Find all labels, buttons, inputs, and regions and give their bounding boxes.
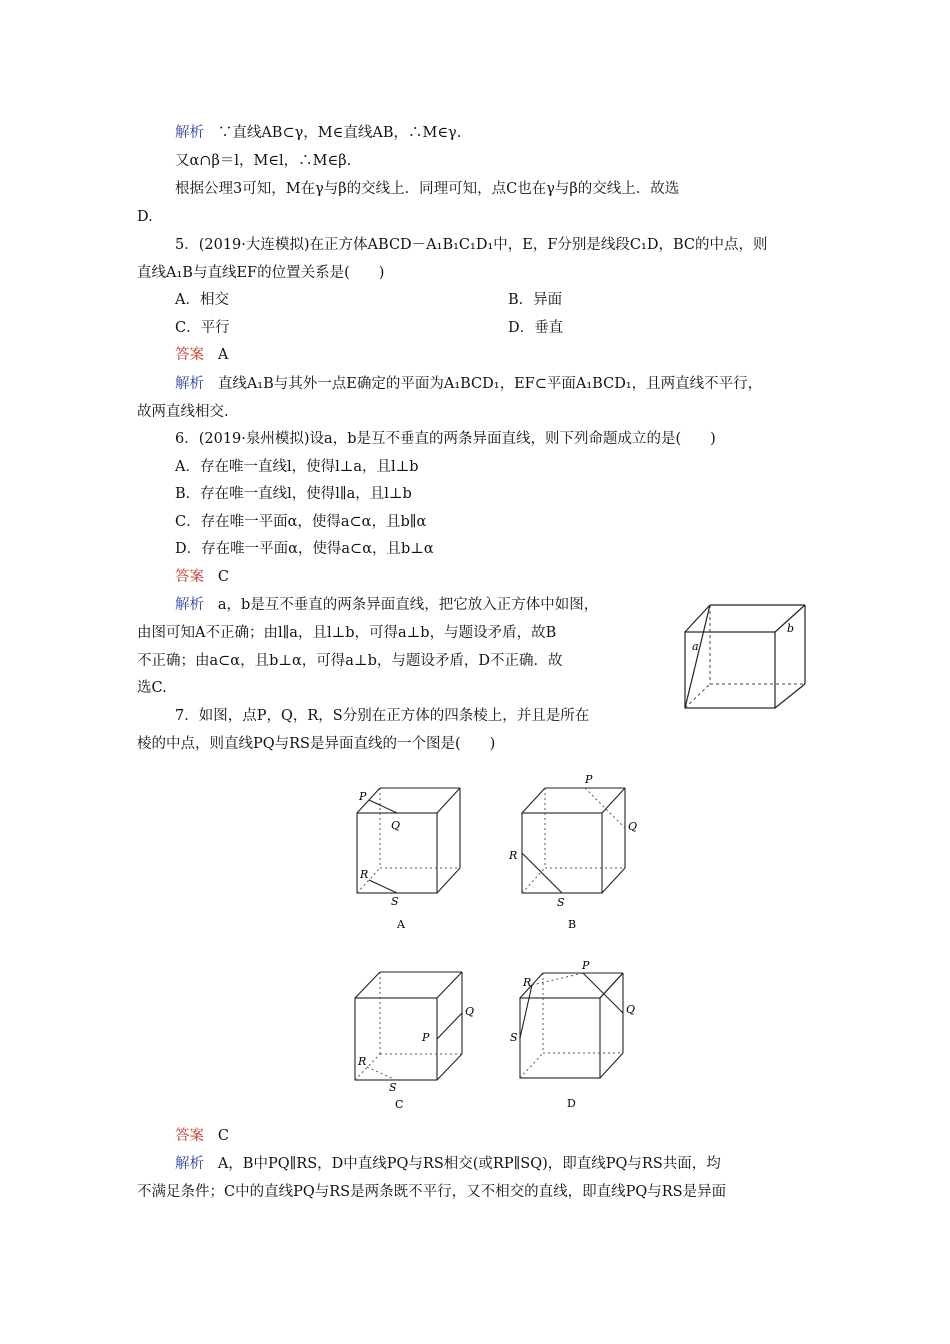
line-a: [685, 605, 710, 708]
q7-stem-1: 7．如图，点P，Q，R，S分别在正方体的四条棱上，并且是所在: [175, 708, 590, 724]
point-s: S: [510, 1031, 518, 1044]
daan-label: 答案: [175, 1128, 204, 1144]
label-a: a: [692, 640, 699, 653]
q7-answer-line: [175, 1126, 229, 1146]
q4-text-1: ∵直线AB⊂γ，M∈直线AB，∴M∈γ.: [217, 125, 462, 141]
q5-option-d: D．垂直: [508, 320, 564, 336]
daan-label: 答案: [175, 569, 204, 585]
q5-stem-1: 5．(2019·大连模拟)在正方体ABCD－A₁B₁C₁D₁中，E，F分别是线段C₁D，BC的中点，则: [175, 237, 768, 253]
q7-answer: C: [217, 1128, 229, 1144]
point-s: S: [389, 1081, 397, 1094]
q5-exp-2: 故两直线相交.: [137, 404, 229, 420]
q6-exp-3: 不正确；由a⊂α，且b⊥α，可得a⊥b，与题设矛盾，D不正确．故: [137, 653, 563, 669]
q6-option-a: A．存在唯一直线l，使得l⊥a，且l⊥b: [175, 459, 419, 475]
q7-figure-d: [505, 958, 650, 1116]
q7-exp-2: 不满足条件；C中的直线PQ与RS是两条既不平行，又不相交的直线，即直线PQ与RS是异面: [137, 1184, 727, 1200]
q6-stem: 6．(2019·泉州模拟)设a，b是互不垂直的两条异面直线，则下列命题成立的是( ): [175, 431, 716, 447]
caption-b: B: [568, 918, 577, 931]
point-q: Q: [391, 819, 401, 832]
q4-text-3: 根据公理3可知，M在γ与β的交线上．同理可知，点C也在γ与β的交线上．故选: [175, 181, 680, 197]
point-r: R: [509, 849, 518, 862]
q6-option-b: B．存在唯一直线l，使得l∥a，且l⊥b: [175, 486, 412, 502]
q7-figure-b: [505, 770, 650, 933]
q6-explanation-line1: [175, 595, 598, 615]
daan-label: 答案: [175, 347, 204, 363]
q7-exp-1: A，B中PQ∥RS，D中直线PQ与RS相交(或RP∥SQ)，即直线PQ与RS共面，均: [217, 1156, 721, 1172]
q4-explanation-line1: [175, 123, 461, 143]
q6-option-d: D．存在唯一平面α，使得a⊂α，且b⊥α: [175, 541, 434, 557]
point-q: Q: [465, 1005, 475, 1018]
point-p: P: [582, 959, 590, 972]
q6-exp-2: 由图可知A不正确；由l∥a，且l⊥b，可得a⊥b，与题设矛盾，故B: [137, 625, 557, 641]
point-r: R: [358, 1055, 367, 1068]
q6-cube-figure: [680, 600, 812, 712]
q6-option-c: C．存在唯一平面α，使得a⊂α，且b∥α: [175, 514, 427, 530]
q5-answer-line: [175, 345, 228, 365]
q5-stem-2: 直线A₁B与直线EF的位置关系是( ): [137, 265, 385, 281]
q7-figure-a: [345, 778, 475, 933]
point-p: P: [422, 1031, 430, 1044]
label-b: b: [787, 622, 795, 635]
caption-c: C: [395, 1098, 404, 1111]
q5-answer: A: [217, 347, 229, 363]
jiexi-label: 解析: [175, 1156, 204, 1172]
caption-a: A: [397, 918, 405, 931]
q5-exp-1: 直线A₁B与其外一点E确定的平面为A₁BCD₁，EF⊂平面A₁BCD₁，且两直线不平行，: [217, 376, 763, 392]
caption-d: D: [567, 1097, 576, 1110]
q5-explanation-line1: [175, 374, 762, 394]
q5-option-a: A．相交: [175, 292, 229, 308]
point-s: S: [557, 896, 565, 909]
point-s: S: [391, 895, 399, 908]
q5-option-b: B．异面: [508, 292, 563, 308]
jiexi-label: 解析: [175, 597, 204, 613]
point-p: P: [585, 773, 593, 786]
q7-explanation-line1: [175, 1154, 721, 1174]
q6-answer: C: [217, 569, 229, 585]
q6-answer-line: [175, 567, 229, 587]
point-r: R: [360, 868, 369, 881]
q7-stem-2: 棱的中点，则直线PQ与RS是异面直线的一个图是( ): [137, 736, 496, 752]
q6-exp-1: a，b是互不垂直的两条异面直线，把它放入正方体中如图，: [217, 597, 599, 613]
jiexi-label: 解析: [175, 125, 204, 141]
point-p: P: [359, 790, 367, 803]
q6-exp-4: 选C.: [137, 680, 167, 696]
jiexi-label: 解析: [175, 376, 204, 392]
q4-text-2: 又α∩β＝l，M∈l，∴M∈β.: [175, 153, 352, 169]
q5-option-c: C．平行: [175, 320, 230, 336]
point-r: R: [523, 976, 532, 989]
q4-text-4: D.: [137, 209, 153, 225]
point-q: Q: [628, 820, 638, 833]
point-q: Q: [626, 1003, 636, 1016]
q7-figure-c: [345, 966, 480, 1116]
